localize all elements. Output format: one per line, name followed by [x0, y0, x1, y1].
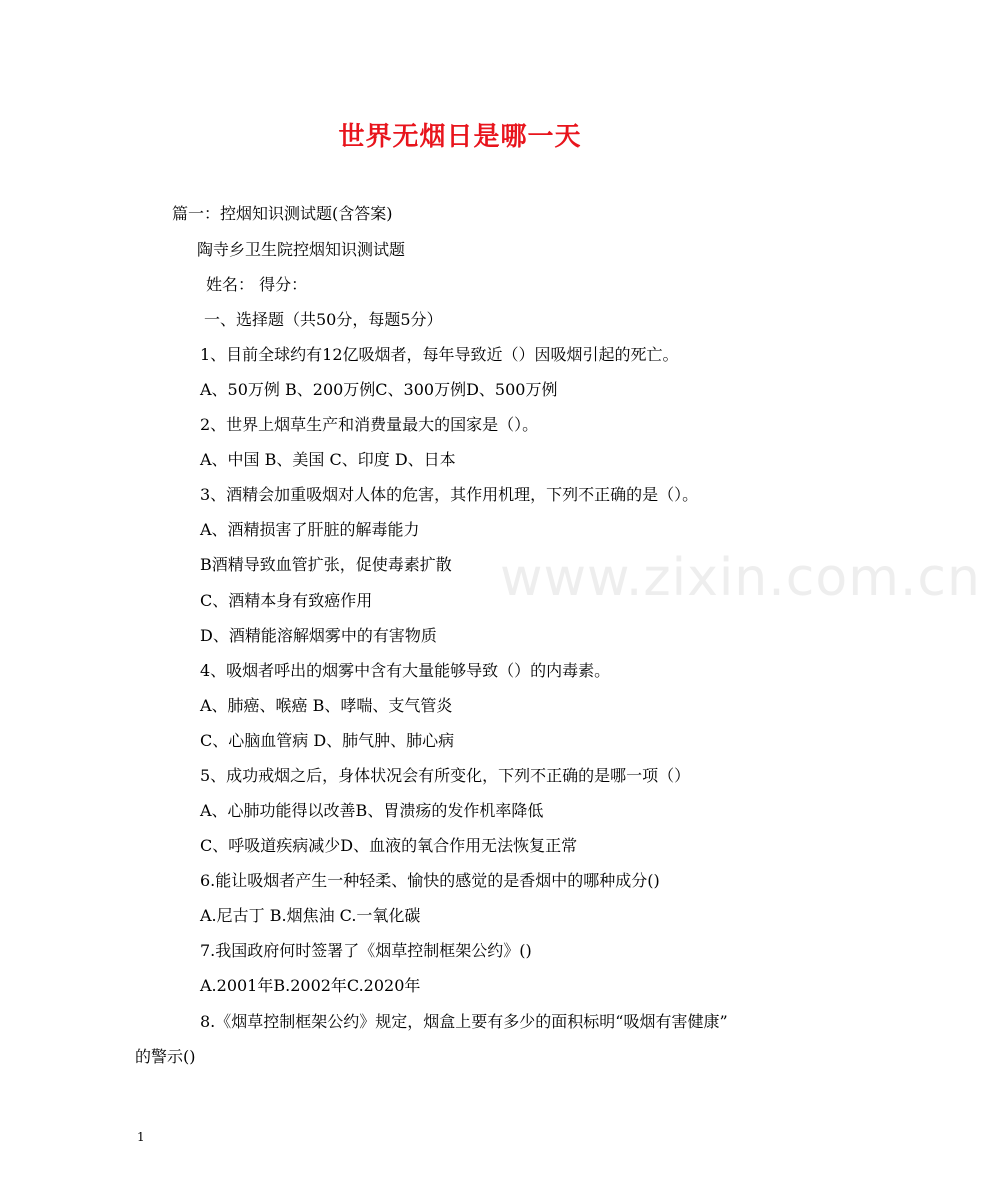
question-3-option-a: A、酒精损害了肝脏的解毒能力: [200, 520, 420, 539]
question-4-options-ab: A、肺癌、喉癌 B、哮喘、支气管炎: [200, 696, 453, 715]
question-8: 8.《烟草控制框架公约》规定，烟盒上要有多少的面积标明“吸烟有害健康”: [200, 1012, 728, 1031]
section-heading: 篇一：控烟知识测试题(含答案): [172, 204, 393, 223]
document-title: 世界无烟日是哪一天: [338, 122, 582, 152]
question-3-option-b: B酒精导致血管扩张，促使毒素扩散: [200, 555, 452, 574]
question-2-options: A、中国 B、美国 C、印度 D、日本: [200, 450, 456, 469]
part-heading: 一、选择题（共50分，每题5分）: [204, 310, 443, 329]
question-5-options-ab: A、心肺功能得以改善B、胃溃疡的发作机率降低: [200, 801, 544, 820]
question-8-continued: 的警示(): [135, 1047, 196, 1066]
question-2: 2、世界上烟草生产和消费量最大的国家是（）。: [200, 415, 539, 434]
question-7-options: A.2001年B.2002年C.2020年: [200, 976, 421, 995]
question-4-options-cd: C、心脑血管病 D、肺气肿、肺心病: [200, 731, 455, 750]
question-1: 1、目前全球约有12亿吸烟者，每年导致近（）因吸烟引起的死亡。: [200, 345, 679, 364]
question-4: 4、吸烟者呼出的烟雾中含有大量能够导致（）的内毒素。: [200, 661, 611, 680]
question-6-options: A.尼古丁 B.烟焦油 C.一氧化碳: [200, 906, 421, 925]
name-score-line: 姓名： 得分：: [206, 275, 308, 294]
page-number: 1: [137, 1130, 145, 1144]
question-1-options: A、50万例 B、200万例C、300万例D、500万例: [200, 380, 558, 399]
test-title: 陶寺乡卫生院控烟知识测试题: [197, 240, 406, 259]
question-3-option-d: D、酒精能溶解烟雾中的有害物质: [200, 626, 437, 645]
watermark-text: www.zixin.com.cn: [500, 548, 981, 608]
question-5: 5、成功戒烟之后，身体状况会有所变化，下列不正确的是哪一项（）: [200, 766, 691, 785]
question-3-option-c: C、酒精本身有致癌作用: [200, 591, 373, 610]
question-7: 7.我国政府何时签署了《烟草控制框架公约》(): [200, 941, 532, 960]
question-6: 6.能让吸烟者产生一种轻柔、愉快的感觉的是香烟中的哪种成分(): [200, 871, 660, 890]
question-3: 3、酒精会加重吸烟对人体的危害，其作用机理，下列不正确的是（）。: [200, 485, 699, 504]
question-5-options-cd: C、呼吸道疾病减少D、血液的氧合作用无法恢复正常: [200, 836, 578, 855]
